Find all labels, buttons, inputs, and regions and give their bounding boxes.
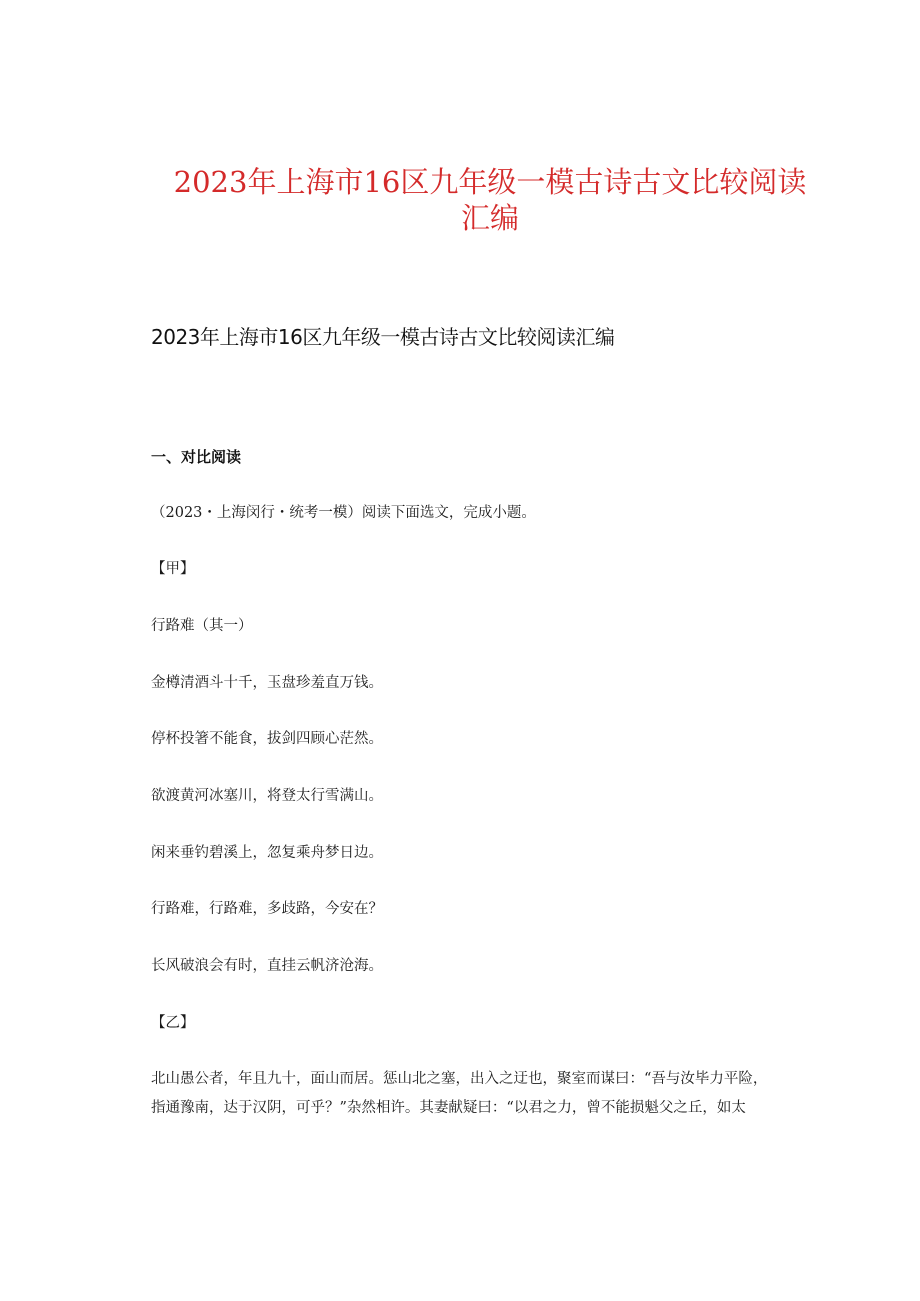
poem-line: 闲来垂钓碧溪上，忽复乘舟梦日边。: [151, 845, 383, 861]
poem-line: 欲渡黄河冰塞川，将登太行雪满山。: [151, 788, 383, 804]
poem-line: 行路难，行路难，多歧路，今安在？: [151, 901, 383, 917]
poem-title: 行路难（其一）: [151, 618, 253, 634]
document-title-red-line2: 汇编: [460, 201, 519, 235]
part-a-label: 【甲】: [151, 561, 195, 577]
section-heading: 一、对比阅读: [151, 448, 242, 466]
poem-line: 金樽清酒斗十千，玉盘珍羞直万钱。: [151, 675, 383, 691]
poem-line: 长风破浪会有时，直挂云帆济沧海。: [151, 958, 383, 974]
document-title-red-line1: 2023年上海市16区九年级一模古诗古文比较阅读: [173, 165, 807, 199]
intro-text: （2023・上海闵行・统考一模）阅读下面选文，完成小题。: [151, 505, 536, 521]
part-b-label: 【乙】: [151, 1015, 195, 1031]
prose-line: 指通豫南，达于汉阴，可乎？”杂然相许。其妻献疑曰：“以君之力，曾不能损魁父之丘，如太: [151, 1100, 746, 1116]
prose-line: 北山愚公者，年且九十，面山而居。惩山北之塞，出入之迂也，聚室而谋曰：“吾与汝毕力平险，: [151, 1071, 768, 1087]
poem-line: 停杯投箸不能食，拔剑四顾心茫然。: [151, 731, 383, 747]
document-title-black: 2023年上海市16区九年级一模古诗古文比较阅读汇编: [151, 325, 615, 349]
